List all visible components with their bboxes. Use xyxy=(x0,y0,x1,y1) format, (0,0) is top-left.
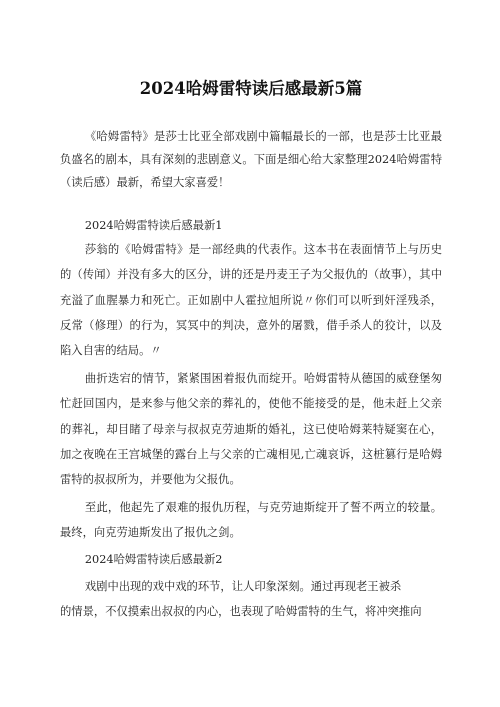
section1-paragraph-2: 曲折迭宕的情节，紧紧围困着报仇而绽开。哈姆雷特从德国的威登堡匆忙赶回国内，是来参与他父亲的葬礼的，使他不能接受的是，他未赶上父亲的葬礼，却目睹了母亲与叔叔克劳迪斯的婚礼，这已使哈姆莱特疑窦在心，加之夜晚在王宫城堡的露台上与父亲的亡魂相见,亡魂哀诉，这桩篡行是哈姆雷特的叔叔所为，并要他为父报仇。 xyxy=(60,372,442,486)
intro-paragraph: 《哈姆雷特》是莎士比亚全部戏剧中篇幅最长的一部，也是莎士比亚最负盛名的剧本，具有深刻的悲剧意义。下面是细心给大家整理2024哈姆雷特（读后感）最新，希望大家喜爱！ xyxy=(60,130,442,190)
section1-paragraph-1: 莎翁的《哈姆雷特》是一部经典的代表作。这本书在表面情节上与历史的（传闻）并没有多大的区分，讲的还是丹麦王子为父报仇的（故事），其中充溢了血腥暴力和死亡。正如剧中人霍拉旭所说〃你们可以听到奸淫残杀，反常（修理）的行为，冥冥中的判决，意外的屠戮，借手杀人的狡计，以及陷入自害的结局。〃 xyxy=(60,243,442,357)
section1-paragraph-3: 至此，他起先了艰难的报仇历程，与克劳迪斯绽开了誓不两立的较量。最终，向克劳迪斯发出了报仇之剑。 xyxy=(60,501,442,540)
document-title: 2024哈姆雷特读后感最新5篇 xyxy=(139,79,363,98)
section2-line-2: 的情景，不仅摸索出叔叔的内心，也表现了哈姆雷特的生气，将冲突推向 xyxy=(60,605,422,619)
section-heading-2: 2024哈姆雷特读后感最新2 xyxy=(84,552,223,566)
section2-line-1: 戏剧中出现的戏中戏的环节，让人印象深刻。通过再现老王被杀 xyxy=(84,580,402,594)
section2-paragraph-1 xyxy=(60,574,442,624)
section-heading-1: 2024哈姆雷特读后感最新1 xyxy=(84,218,223,232)
